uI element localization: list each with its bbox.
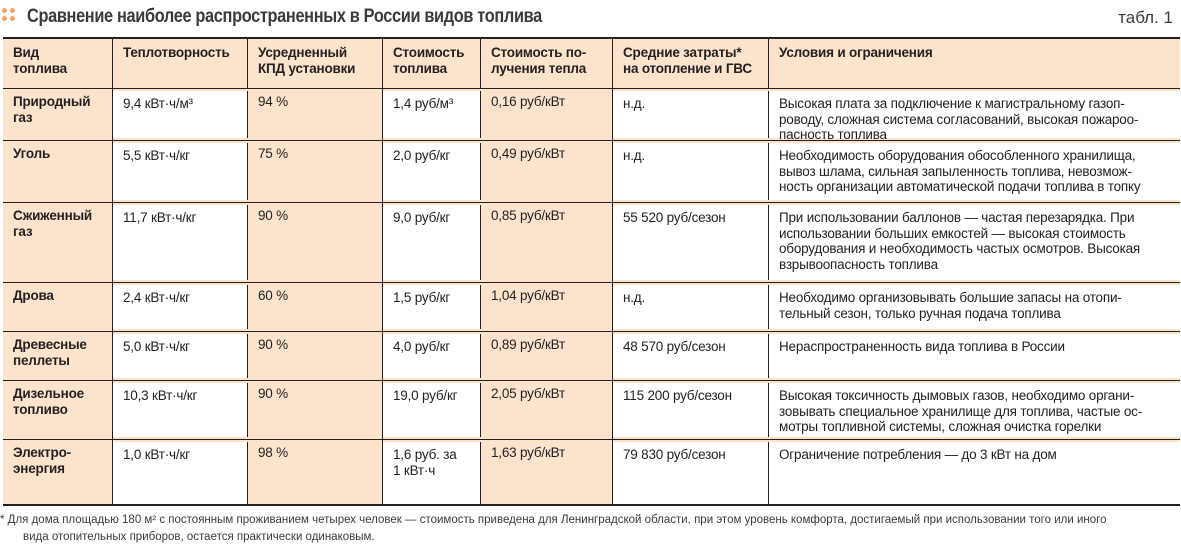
cell-seasonal-cost: н.д. xyxy=(613,285,769,329)
cell-heat-value: 5,5 кВт·ч/кг xyxy=(113,143,248,200)
cell-fuel: Сжиженный газ xyxy=(3,203,113,282)
cell-seasonal-cost: н.д. xyxy=(613,91,769,138)
cell-fuel-cost: 9,0 руб/кг xyxy=(383,205,481,280)
table-row xyxy=(3,439,1180,506)
cell-efficiency: 90 % xyxy=(248,332,383,380)
table-row xyxy=(3,202,1180,282)
column-header-fuel: Вид топлива xyxy=(3,39,113,88)
cell-fuel-cost: 1,4 руб/м³ xyxy=(383,91,481,138)
cell-conditions: Высокая токсичность дымовых газов, необходимо органи- зовывать специальное хранилище для топлива, частые ос- мотры топливной системы, сложная очистка горелки xyxy=(769,383,1180,437)
page-title: Сравнение наиболее распространенных в России видов топлива xyxy=(27,6,542,27)
column-header-conditions: Условия и ограничения xyxy=(779,45,933,60)
column-header-fuel-cost: Стоимость топлива xyxy=(383,39,481,88)
cell-heat-value: 5,0 кВт·ч/кг xyxy=(113,334,248,378)
cell-seasonal-cost: 55 520 руб/сезон xyxy=(613,205,769,280)
cell-efficiency: 98 % xyxy=(248,440,383,506)
cell-conditions: Ограничение потребления — до 3 кВт на дом xyxy=(769,442,1180,504)
cell-efficiency: 75 % xyxy=(248,141,383,202)
cell-fuel: Уголь xyxy=(3,141,113,202)
cell-seasonal-cost: н.д. xyxy=(613,143,769,200)
footnote-line-1: * Для дома площадью 180 м² с постоянным проживанием четырех человек — стоимость приведена для Ленинградской области, при этом уровень комфорта, достигаемый при использовании того или иного xyxy=(0,514,1107,526)
cell-fuel-cost: 1,5 руб/кг xyxy=(383,285,481,329)
cell-conditions: Необходимо организовывать большие запасы на отопи- тельный сезон, только ручная подача топлива xyxy=(769,285,1180,329)
cell-conditions: Высокая плата за подключение к магистральному газоп- роводу, сложная система согласований, высокая пожароо- пасность топлива xyxy=(769,91,1180,138)
cell-fuel: Дизельное топливо xyxy=(3,381,113,439)
table-row xyxy=(3,380,1180,439)
table-row xyxy=(3,282,1180,331)
cell-fuel: Электро- энергия xyxy=(3,440,113,506)
table-header xyxy=(0,0,1181,36)
cell-heat-cost: 2,05 руб/кВт xyxy=(481,381,613,439)
cell-heat-cost: 0,85 руб/кВт xyxy=(481,203,613,282)
cell-fuel-cost: 19,0 руб/кг xyxy=(383,383,481,437)
column-header-heat-cost: Стоимость по- лучения тепла xyxy=(481,39,613,88)
dots-icon xyxy=(2,8,18,24)
fuel-comparison-table xyxy=(3,37,1180,506)
cell-heat-cost: 0,89 руб/кВт xyxy=(481,332,613,380)
cell-fuel: Природный газ xyxy=(3,89,113,140)
cell-efficiency: 60 % xyxy=(248,283,383,331)
cell-heat-cost: 0,16 руб/кВт xyxy=(481,89,613,140)
column-header-heat-value: Теплотворность xyxy=(113,39,248,88)
table-label: табл. 1 xyxy=(1118,8,1173,27)
cell-seasonal-cost: 115 200 руб/сезон xyxy=(613,383,769,437)
column-header-efficiency: Усредненный КПД установки xyxy=(248,39,383,88)
footnote xyxy=(0,512,1181,546)
cell-efficiency: 90 % xyxy=(248,203,383,282)
cell-seasonal-cost: 79 830 руб/сезон xyxy=(613,442,769,504)
cell-conditions: Необходимость оборудования обособленного хранилища, вывоз шлама, сильная запыленность топлива, невозмож- ность организации автоматической подачи топлива в топку xyxy=(769,143,1180,200)
cell-fuel: Древесные пеллеты xyxy=(3,332,113,380)
footnote-line-2: вида отопительных приборов, остается практически одинаковым. xyxy=(23,531,375,543)
cell-conditions: Нераспространенность вида топлива в России xyxy=(769,334,1180,378)
header-row xyxy=(3,39,1180,88)
cell-fuel-cost: 1,6 руб. за 1 кВт·ч xyxy=(383,442,481,504)
cell-seasonal-cost: 48 570 руб/сезон xyxy=(613,334,769,378)
column-header-seasonal-cost: Средние затраты* на отопление и ГВС xyxy=(613,39,769,88)
cell-fuel-cost: 2,0 руб/кг xyxy=(383,143,481,200)
cell-heat-value: 9,4 кВт·ч/м³ xyxy=(113,91,248,138)
table-row xyxy=(3,88,1180,140)
table-row xyxy=(3,331,1180,380)
cell-heat-cost: 0,49 руб/кВт xyxy=(481,141,613,202)
table-row xyxy=(3,140,1180,202)
cell-fuel: Дрова xyxy=(3,283,113,331)
cell-fuel-cost: 4,0 руб/кг xyxy=(383,334,481,378)
cell-efficiency: 90 % xyxy=(248,381,383,439)
cell-heat-value: 1,0 кВт·ч/кг xyxy=(113,442,248,504)
cell-heat-value: 2,4 кВт·ч/кг xyxy=(113,285,248,329)
cell-heat-value: 10,3 кВт·ч/кг xyxy=(113,383,248,437)
cell-heat-cost: 1,04 руб/кВт xyxy=(481,283,613,331)
cell-efficiency: 94 % xyxy=(248,89,383,140)
cell-heat-value: 11,7 кВт·ч/кг xyxy=(113,205,248,280)
cell-conditions: При использовании баллонов — частая перезарядка. При использовании больших емкостей — высокая стоимость оборудования и необходимость частых осмотров. Высокая взрывоопасность топлива xyxy=(769,205,1180,280)
cell-heat-cost: 1,63 руб/кВт xyxy=(481,440,613,506)
